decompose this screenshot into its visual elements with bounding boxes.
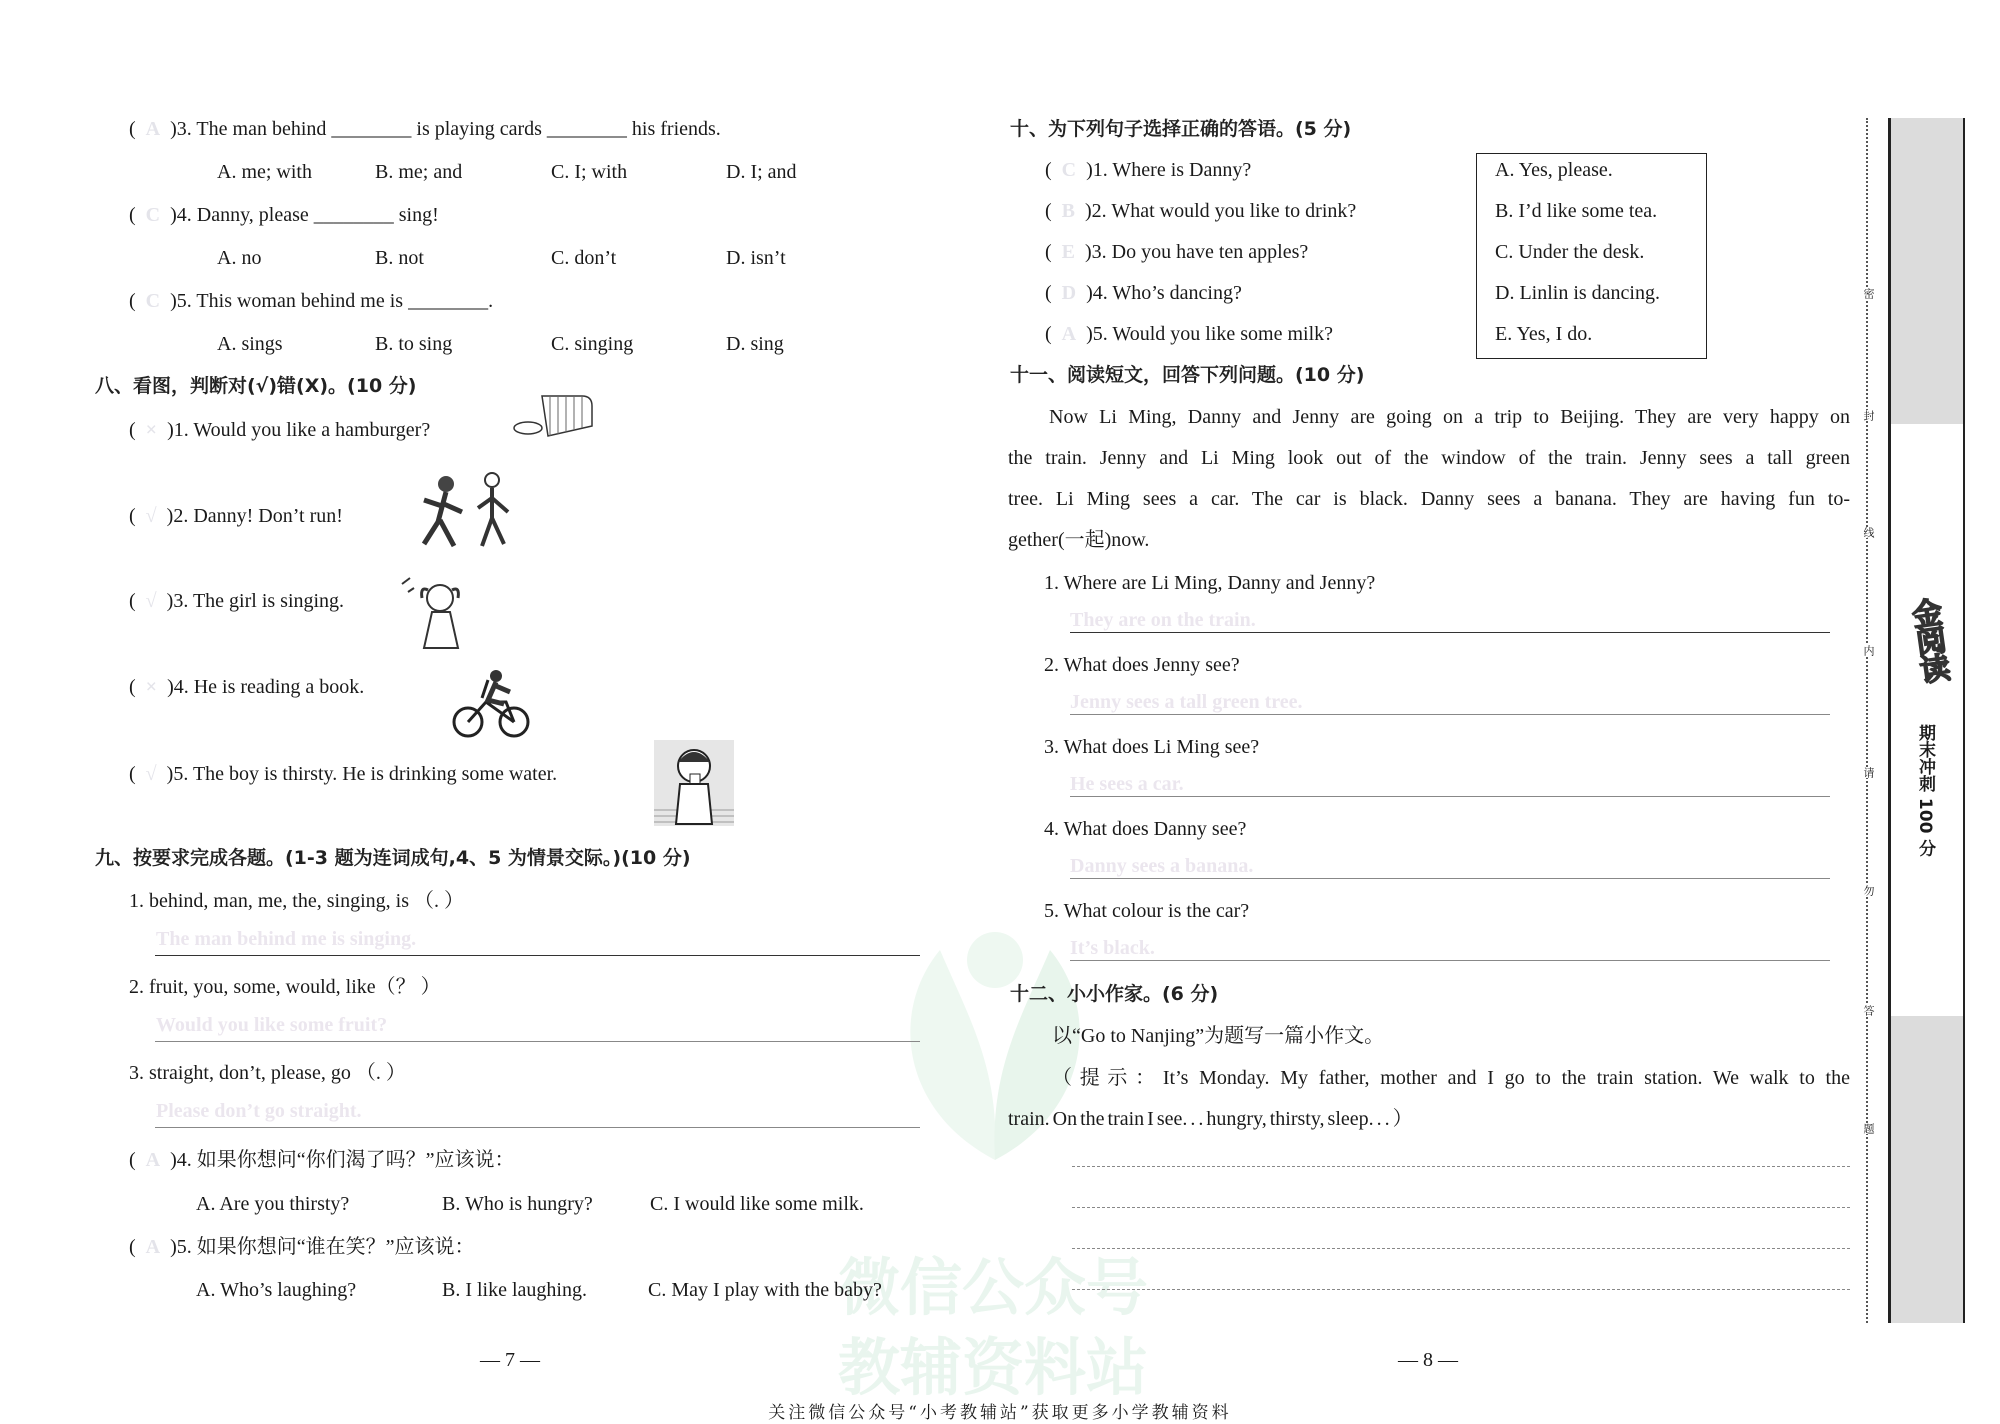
sidebar-band (1888, 118, 1965, 1323)
writing-line[interactable] (1072, 1289, 1850, 1290)
question-row: ( D )4. Who’s dancing? (1045, 282, 1242, 304)
option: C. singing (551, 333, 634, 355)
choice: B. I’d like some tea. (1495, 200, 1658, 222)
reorder-prompt: 2. fruit, you, some, would, like（？ ） (129, 976, 441, 998)
question-row: ( E )3. Do you have ten apples? (1045, 241, 1309, 263)
watermark-line1: 微信公众号 (838, 1251, 1149, 1324)
writing-hint: （提示：It’s Monday. My father, mother and I go to the train station. We walk to the (1052, 1067, 1850, 1089)
answer-line[interactable] (155, 955, 920, 956)
choice: D. Linlin is dancing. (1495, 282, 1660, 304)
answer-line[interactable] (1070, 796, 1830, 797)
answer-line[interactable] (1070, 632, 1830, 633)
answer-line[interactable] (1070, 714, 1830, 715)
passage-line: tree. Li Ming sees a car. The car is black. Danny sees a banana. They are having fun to- (1008, 488, 1850, 510)
seal-char: 勿 (1862, 885, 1875, 896)
answer-line[interactable] (1070, 960, 1830, 961)
question-row: ( √ )5. The boy is thirsty. He is drinking some water. (129, 763, 558, 785)
writing-hint: train. On the train I see. . . hungry, thirsty, sleep. . . ） (1008, 1108, 1413, 1130)
answer-text: Please don’t go straight. (156, 1100, 362, 1122)
sidebar-title: 期末冲刺 100 分 (1915, 724, 1935, 857)
answer-text: Danny sees a banana. (1070, 855, 1254, 877)
option: B. me; and (375, 161, 463, 183)
question-row: ( √ )3. The girl is singing. (129, 590, 345, 612)
option: A. Who’s laughing? (196, 1279, 357, 1301)
seal-char: 请 (1862, 767, 1875, 778)
seal-char: 线 (1862, 527, 1875, 538)
question-row: ( A )5. 如果你想问“谁在笑？”应该说： (129, 1236, 475, 1258)
bread-icon (512, 388, 596, 440)
brand-logo: 金阅读 (1904, 595, 1951, 684)
answer-text: The man behind me is singing. (156, 928, 417, 950)
writing-line[interactable] (1072, 1248, 1850, 1249)
reading-question: 1. Where are Li Ming, Danny and Jenny? (1044, 572, 1376, 594)
footer-note: 关注微信公众号“小考教辅站”获取更多小学教辅资料 (768, 1403, 1232, 1423)
reorder-prompt: 3. straight, don’t, please, go （. ） (129, 1062, 406, 1084)
passage-line: the train. Jenny and Li Ming look out of the window of the train. Jenny sees a tall green (1008, 447, 1850, 469)
question-row: ( C )4. Danny, please ________ sing! (129, 204, 439, 226)
question-row: ( × )1. Would you like a hamburger? (129, 419, 431, 441)
answer-text: He sees a car. (1070, 773, 1184, 795)
page-number-right: — 8 — (1398, 1349, 1458, 1371)
question-row: ( A )5. Would you like some milk? (1045, 323, 1334, 345)
question-row: ( A )3. The man behind ________ is playing cards ________ his friends. (129, 118, 721, 140)
option: D. I; and (726, 161, 797, 183)
watermark-line2: 教辅资料站 (838, 1331, 1149, 1404)
option: C. I would like some milk. (650, 1193, 864, 1215)
option: A. me; with (217, 161, 312, 183)
option: C. I; with (551, 161, 628, 183)
reading-question: 3. What does Li Ming see? (1044, 736, 1260, 758)
answer-text: Jenny sees a tall green tree. (1070, 691, 1303, 713)
boy-drinking-icon (654, 740, 734, 826)
question-row: ( × )4. He is reading a book. (129, 676, 365, 698)
seal-char: 封 (1862, 410, 1875, 421)
seal-char: 题 (1862, 1123, 1875, 1134)
option: D. sing (726, 333, 784, 355)
choice: E. Yes, I do. (1495, 323, 1593, 345)
question-row: ( C )1. Where is Danny? (1045, 159, 1252, 181)
page-number-left: — 7 — (480, 1349, 540, 1371)
writing-instruction: 以“Go to Nanjing”为题写一篇小作文。 (1052, 1025, 1385, 1047)
choice: C. Under the desk. (1495, 241, 1645, 263)
writing-line[interactable] (1072, 1166, 1850, 1167)
question-row: ( C )5. This woman behind me is ________. (129, 290, 494, 312)
seal-char: 密 (1862, 288, 1875, 299)
question-row: ( √ )2. Danny! Don’t run! (129, 505, 343, 527)
section-title: 十一、阅读短文，回答下列问题。(10 分) (1010, 364, 1365, 386)
question-row: ( A )4. 如果你想问“你们渴了吗？”应该说： (129, 1149, 515, 1171)
option: C. May I play with the baby? (648, 1279, 882, 1301)
answer-text: Would you like some fruit? (156, 1014, 388, 1036)
running-children-icon (410, 470, 520, 555)
passage-line: Now Li Ming, Danny and Jenny are going on a trip to Beijing. They are very happy on (1049, 406, 1850, 428)
section-title: 九、按要求完成各题。(1-3 题为连词成句,4、5 为情景交际。)(10 分) (95, 847, 691, 869)
choice: A. Yes, please. (1495, 159, 1613, 181)
option: C. don’t (551, 247, 617, 269)
option: B. Who is hungry? (442, 1193, 593, 1215)
reading-question: 2. What does Jenny see? (1044, 654, 1240, 676)
section-title: 十、为下列句子选择正确的答语。(5 分) (1010, 118, 1352, 140)
reading-question: 4. What does Danny see? (1044, 818, 1247, 840)
seal-char: 答 (1862, 1005, 1875, 1016)
passage-line: gether(一起)now. (1008, 529, 1150, 551)
section-title: 八、看图，判断对(√)错(X)。(10 分) (95, 375, 417, 397)
seal-char: 内 (1862, 645, 1875, 656)
option: D. isn’t (726, 247, 786, 269)
question-row: ( B )2. What would you like to drink? (1045, 200, 1357, 222)
bicycle-rider-icon (452, 668, 532, 740)
answer-line[interactable] (155, 1127, 920, 1128)
option: A. no (217, 247, 262, 269)
reading-question: 5. What colour is the car? (1044, 900, 1250, 922)
singing-girl-icon (398, 574, 473, 656)
answer-line[interactable] (155, 1041, 920, 1042)
option: A. Are you thirsty? (196, 1193, 350, 1215)
reorder-prompt: 1. behind, man, me, the, singing, is （. ） (129, 890, 464, 912)
answer-text: They are on the train. (1070, 609, 1256, 631)
answer-line[interactable] (1070, 878, 1830, 879)
option: B. to sing (375, 333, 453, 355)
option: B. I like laughing. (442, 1279, 587, 1301)
writing-line[interactable] (1072, 1207, 1850, 1208)
option: B. not (375, 247, 424, 269)
answer-text: It’s black. (1070, 937, 1155, 959)
option: A. sings (217, 333, 283, 355)
answer-choices-box (1476, 153, 1707, 359)
section-title: 十二、小小作家。(6 分) (1010, 983, 1219, 1005)
